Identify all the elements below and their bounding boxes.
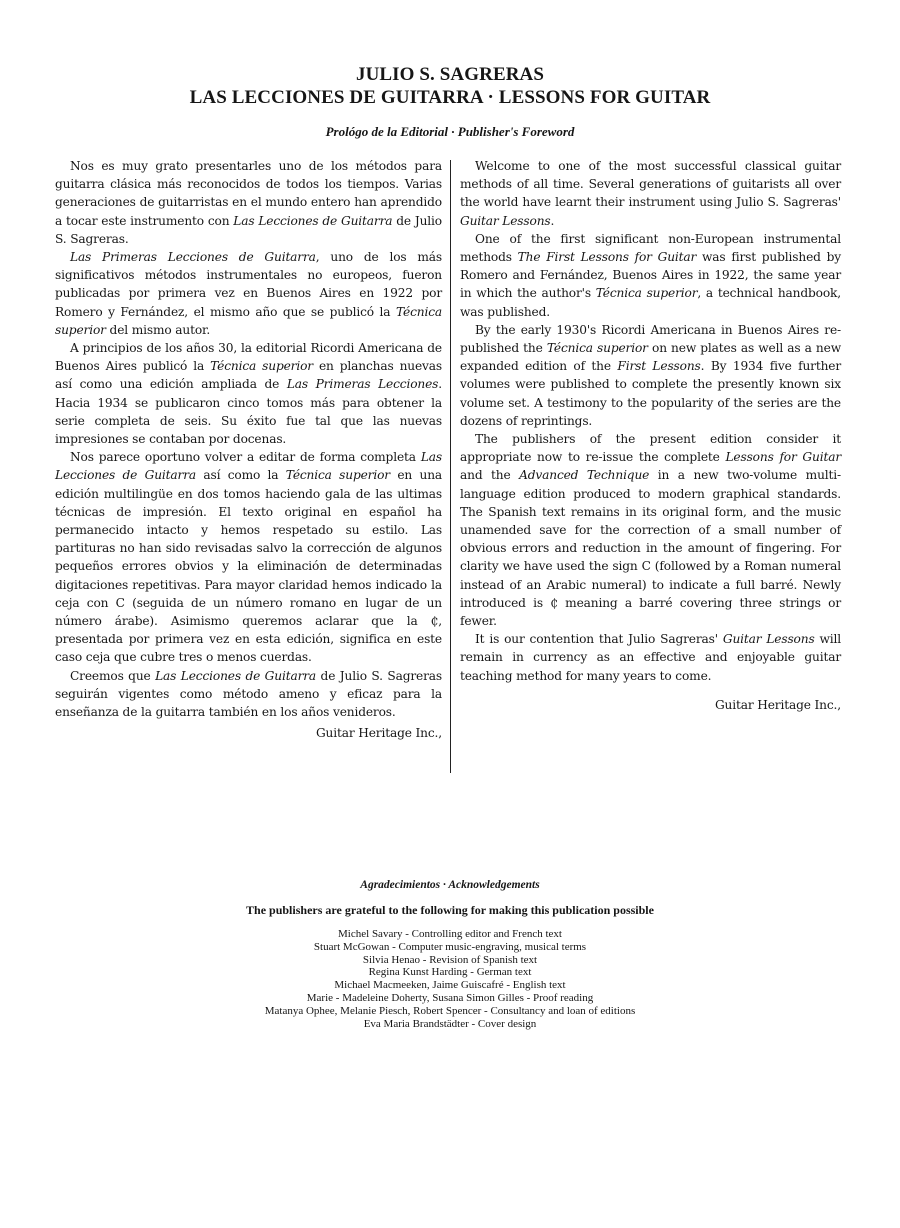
spanish-paragraph-4: Nos parece oportuno volver a editar de forma completa Las Lecciones de Guitarra así como la Técnica superior en una edición multilingüe en dos tomos haciendo gala de las ultimas técnicas de impresión. El texto original en español ha permanecido intacto y hemos respetado su estilo. Las partituras no han sido revisadas salvo la corrección de algunos pequeños errores obvios y la eliminación de determinadas digitaciones repetitivas. Para mayor claridad hemos indicado la ceja con C (seguida de un número romano en lugar de un número árabe). Asimismo queremos aclarar que la ₵, presentada por primera vez en esta edición, significa en este caso ceja que cubre tres o menos cuerdas. bbox=[55, 450, 443, 665]
credit-line: Marie - Madeleine Doherty, Susana Simon Gilles - Proof reading bbox=[306, 991, 594, 1004]
acknowledgements-intro: The publishers are grateful to the following for making this publication possible bbox=[246, 903, 654, 917]
credits-list bbox=[0, 928, 900, 1030]
spanish-paragraph-3: A principios de los años 30, la editorial Ricordi Americana de Buenos Aires publicó la Técnica superior en planchas nuevas así como una edición ampliada de Las Primeras Lecciones. Hacia 1934 se publicaron cinco tomos más para obtener la serie completa de seis. Su éxito fue tal que las nuevas impresiones se contaban por docenas. bbox=[55, 341, 442, 447]
english-paragraph-1: Welcome to one of the most successful classical guitar methods of all time. Several generations of guitarists all over the world have learnt their instrument using Julio S. Sagreras' Guitar Lessons. bbox=[460, 159, 841, 228]
credit-line: Michel Savary - Controlling editor and French text bbox=[338, 928, 562, 940]
acknowledgements-heading: Agradecimientos · Acknowledgements bbox=[360, 879, 540, 891]
english-foreword-column bbox=[460, 157, 841, 714]
spanish-signature: Guitar Heritage Inc., bbox=[315, 726, 442, 741]
english-paragraph-2: One of the first significant non-European instrumental methods The First Lessons for Guitar was first published by Romero and Fernández, Buenos Aires in 1922, the same year in which the author's Técnica superior, a technical handbook, was published. bbox=[460, 231, 841, 319]
spanish-paragraph-2: Las Primeras Lecciones de Guitarra, uno de los más significativos métodos instrumentales no europeos, fueron publicadas por primera vez en Buenos Aires en 1922 por Romero y Fernández, el mismo año que se publicó la Técnica superior del mismo autor. bbox=[55, 250, 443, 337]
english-paragraph-5: It is our contention that Julio Sagreras' Guitar Lessons will remain in currency as an effective and enjoyable guitar teaching method for many years to come. bbox=[460, 632, 841, 683]
credit-line: Regina Kunst Harding - German text bbox=[368, 966, 532, 979]
spanish-foreword-column bbox=[55, 157, 442, 743]
spanish-paragraph-5: Creemos que Las Lecciones de Guitarra de Julio S. Sagreras seguirán vigentes como método ameno y eficaz para la enseñanza de la guitarra también en los años venideros. bbox=[55, 668, 442, 720]
page-title-author: JULIO S. SAGRERAS bbox=[355, 64, 545, 85]
foreword-heading: Prológo de la Editorial · Publisher's Foreword bbox=[325, 124, 575, 139]
credit-line: Eva Maria Brandstädter - Cover design bbox=[363, 1017, 537, 1030]
credit-line: Silvia Henao - Revision of Spanish text bbox=[362, 953, 538, 966]
column-divider bbox=[450, 160, 451, 773]
english-signature: Guitar Heritage Inc., bbox=[714, 697, 841, 712]
credit-line: Michael Macmeeken, Jaime Guiscafré - English text bbox=[334, 979, 566, 992]
spanish-paragraph-1: Nos es muy grato presentarles uno de los métodos para guitarra clásica más reconocidos de todos los tiempos. Varias generaciones de guitarristas en el mundo entero han aprendido a tocar este instrumento con Las Lecciones de Guitarra de Julio S. Sagreras. bbox=[55, 159, 442, 246]
page-title-book: LAS LECCIONES DE GUITARRA · LESSONS FOR GUITAR bbox=[189, 87, 711, 108]
english-paragraph-4: The publishers of the present edition consider it appropriate now to re-issue the complete Lessons for Guitar and the Advanced Technique in a new two-volume multi-language edition produced to modern graphical standards. The Spanish text remains in its original form, and the music unamended save for the correction of a small number of obvious errors and reduction in the amount of fingering. For clarity we have used the sign C (followed by a Roman numeral instead of an Arabic numeral) to indicate a full barré. Newly introduced is ₵ meaning a barré covering three strings or fewer. bbox=[460, 432, 842, 629]
credit-line: Stuart McGowan - Computer music-engraving, musical terms bbox=[313, 940, 587, 953]
credit-line: Matanya Ophee, Melanie Piesch, Robert Spencer - Consultancy and loan of editions bbox=[264, 1004, 636, 1017]
english-paragraph-3: By the early 1930's Ricordi Americana in Buenos Aires re-published the Técnica superior on new plates as well as a new expanded edition of the First Lessons. By 1934 five further volumes were published to complete the presently known six volume set. A testimony to the popularity of the series are the dozens of reprintings. bbox=[460, 322, 842, 428]
